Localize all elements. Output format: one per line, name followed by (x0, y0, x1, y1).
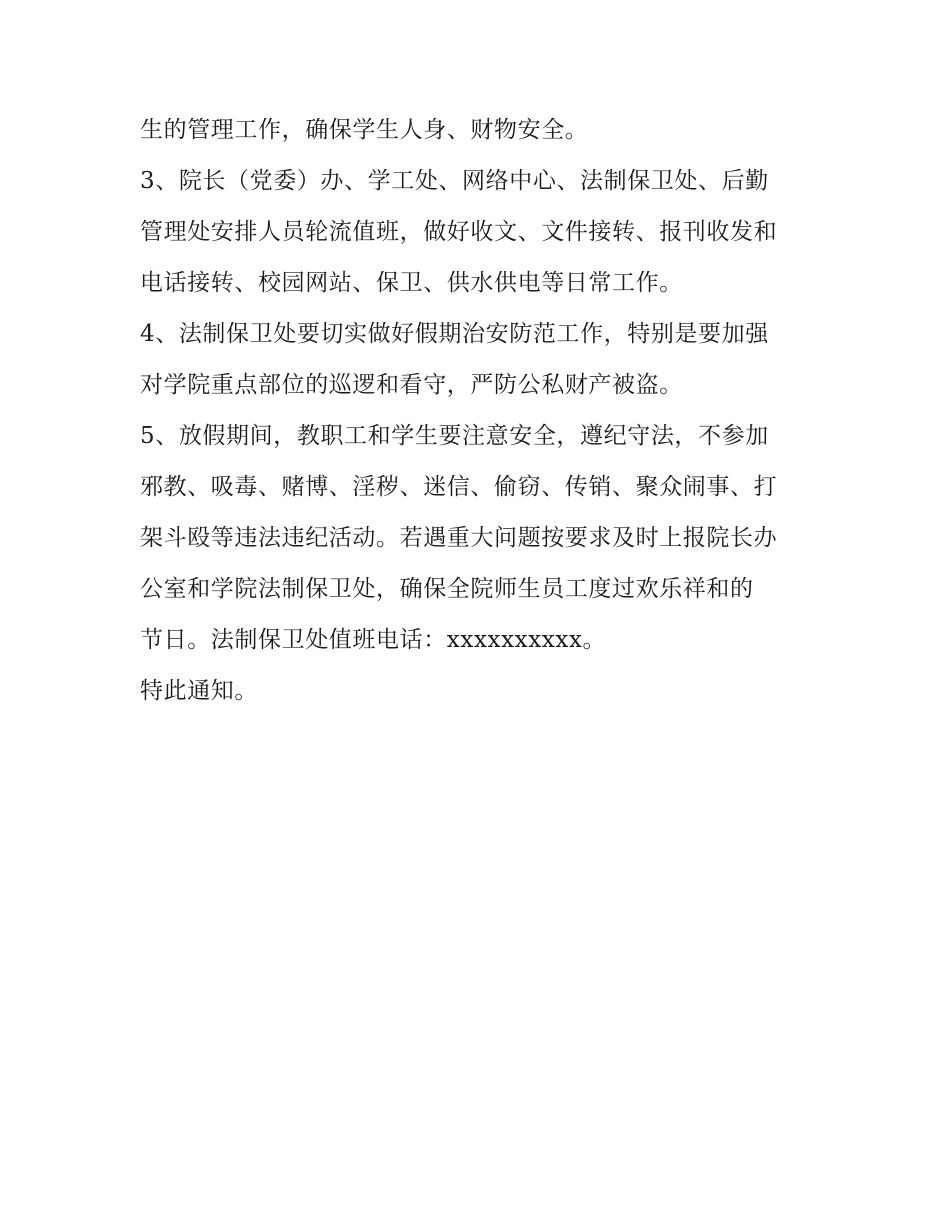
text-line: 4、法制保卫处要切实做好假期治安防范工作，特别是要加强 (140, 321, 769, 347)
text-line: 公室和学院法制保卫处，确保全院师生员工度过欢乐祥和的 (140, 576, 754, 602)
text-line: 3、院长（党委）办、学工处、网络中心、法制保卫处、后勤 (140, 168, 769, 194)
document-body (140, 108, 830, 720)
text-line: 生的管理工作，确保学生人身、财物安全。 (140, 117, 589, 143)
text-line: 对学院重点部位的巡逻和看守，严防公私财产被盗。 (140, 372, 683, 398)
text-line: 节日。法制保卫处值班电话：xxxxxxxxxx。 (140, 627, 607, 653)
text-line: 电话接转、校园网站、保卫、供水供电等日常工作。 (140, 270, 683, 296)
text-line: 架斗殴等违法违纪活动。若遇重大问题按要求及时上报院长办 (140, 525, 778, 551)
text-line: 管理处安排人员轮流值班，做好收文、文件接转、报刊收发和 (140, 219, 778, 245)
closing-line: 特此通知。 (140, 678, 258, 704)
text-line: 邪教、吸毒、赌博、淫秽、迷信、偷窃、传销、聚众闹事、打 (140, 474, 778, 500)
text-line: 5、放假期间，教职工和学生要注意安全，遵纪守法，不参加 (140, 423, 769, 449)
